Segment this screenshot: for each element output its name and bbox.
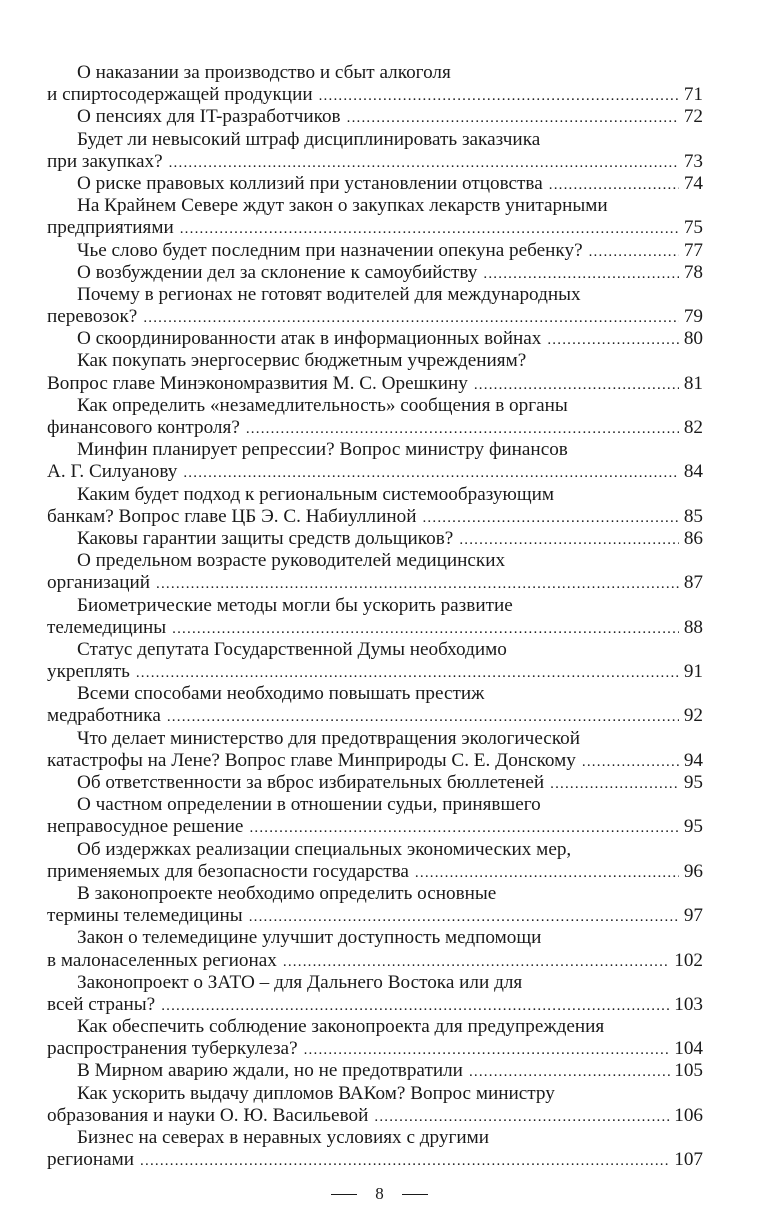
toc-entry-line xyxy=(47,284,703,306)
toc-page-number: 88 xyxy=(683,616,703,638)
toc-entry-title: организаций xyxy=(47,572,151,594)
toc-entry-line xyxy=(47,350,703,372)
toc-page-number: 75 xyxy=(683,217,703,239)
dot-leader xyxy=(143,307,679,329)
page-footer xyxy=(0,1184,759,1204)
toc-entry-title: укреплять xyxy=(47,661,130,683)
dot-leader xyxy=(459,529,679,551)
toc-page-number: 79 xyxy=(683,306,703,328)
toc-entry-title: всей страны? xyxy=(47,993,156,1015)
toc-entry-line xyxy=(47,750,703,772)
toc-entry xyxy=(47,439,703,483)
toc-entry-title: О риске правовых коллизий при установлении отцовства xyxy=(77,172,543,194)
toc-entry-title: Почему в регионах не готовят водителей для международных xyxy=(77,283,581,305)
toc-entry-title: Что делает министерство для предотвращения экологической xyxy=(77,727,581,749)
toc-entry xyxy=(47,106,703,128)
dot-leader xyxy=(161,995,670,1017)
dot-leader xyxy=(246,418,679,440)
toc-entry-line xyxy=(47,683,703,705)
toc-entry-title: Минфин планирует репрессии? Вопрос министру финансов xyxy=(77,439,568,461)
toc-entry-title: Вопрос главе Минэкономразвития М. С. Орешкину xyxy=(47,372,468,394)
toc-entry xyxy=(47,639,703,683)
toc-entry-line xyxy=(47,994,703,1016)
toc-entry-line xyxy=(47,1127,703,1149)
toc-entry-title: и спиртосодержащей продукции xyxy=(47,84,313,106)
toc-page-number: 105 xyxy=(674,1060,703,1082)
toc-entry-title: Как покупать энергосервис бюджетным учреждениям? xyxy=(77,350,527,372)
toc-entry-line xyxy=(47,439,703,461)
toc-entry-title: О возбуждении дел за склонение к самоубийству xyxy=(77,261,478,283)
toc-entry-title: Как определить «незамедлительность» сообщения в органы xyxy=(77,394,568,416)
toc-page-number: 97 xyxy=(683,905,703,927)
toc-entry-title: применяемых для безопасности государства xyxy=(47,860,409,882)
toc-page-number: 104 xyxy=(674,1038,703,1060)
toc-entry-title: Законопроект о ЗАТО – для Дальнего Востока или для xyxy=(77,971,523,993)
toc-entry-line xyxy=(47,1149,703,1171)
toc-page-number: 91 xyxy=(683,661,703,683)
toc-entry xyxy=(47,1060,703,1082)
toc-entry-title: Закон о телемедицине улучшит доступность медпомощи xyxy=(77,927,542,949)
toc-entry-title: регионами xyxy=(47,1149,135,1171)
dot-leader xyxy=(547,329,679,351)
toc-entry xyxy=(47,972,703,1016)
toc-entry-line xyxy=(47,617,703,639)
toc-entry xyxy=(47,284,703,328)
toc-entry-line xyxy=(47,528,703,550)
toc-entry-line xyxy=(47,950,703,972)
toc-entry-line xyxy=(47,883,703,905)
toc-entry-title: предприятиями xyxy=(47,217,174,239)
dot-leader xyxy=(249,817,679,839)
toc-page-number: 95 xyxy=(683,816,703,838)
toc-entry-title: О частном определении в отношении судьи, принявшего xyxy=(77,794,541,816)
toc-entry-title: На Крайнем Севере ждут закон о закупках лекарств унитарными xyxy=(77,195,608,217)
toc-entry-title: О пенсиях для IT-разработчиков xyxy=(77,106,341,128)
toc-entry xyxy=(47,195,703,239)
toc-entry-title: Как обеспечить соблюдение законопроекта для предупреждения xyxy=(77,1016,605,1038)
toc-entry-title: неправосудное решение xyxy=(47,816,244,838)
toc-entry-line xyxy=(47,861,703,883)
toc-page-number: 95 xyxy=(683,772,703,793)
dot-leader xyxy=(422,507,679,529)
toc-entry-title: Будет ли невысокий штраф дисциплинировать заказчика xyxy=(77,128,541,150)
dot-leader xyxy=(474,374,679,396)
dot-leader xyxy=(156,573,679,595)
toc-entry-line xyxy=(47,572,703,594)
toc-entry-line xyxy=(47,839,703,861)
toc-page-number: 96 xyxy=(683,860,703,882)
toc-page-number: 81 xyxy=(683,372,703,394)
toc-page-number: 107 xyxy=(674,1149,703,1171)
toc-entry-title: Биометрические методы могли бы ускорить развитие xyxy=(77,594,513,616)
toc-entry-title: В законопроекте необходимо определить основные xyxy=(77,882,497,904)
toc-entry-title: медработника xyxy=(47,705,161,727)
toc-entry xyxy=(47,350,703,394)
toc-entry-line xyxy=(47,173,703,195)
toc-entry-title: образования и науки О. Ю. Васильевой xyxy=(47,1104,369,1126)
dot-leader xyxy=(549,174,679,196)
toc-page-number: 82 xyxy=(683,417,703,438)
footer-dash-right xyxy=(402,1194,428,1195)
toc-entry-line xyxy=(47,240,703,262)
toc-entry-line xyxy=(47,84,703,106)
toc-entry-line xyxy=(47,794,703,816)
toc-entry xyxy=(47,395,703,439)
toc-entry-line xyxy=(47,506,703,528)
toc-entry-line xyxy=(47,639,703,661)
toc-entry-title: в малонаселенных регионах xyxy=(47,949,277,971)
dot-leader xyxy=(550,773,679,795)
toc-entry-line xyxy=(47,373,703,395)
dot-leader xyxy=(169,152,679,174)
toc-entry xyxy=(47,1016,703,1060)
toc-entry-line xyxy=(47,217,703,239)
toc-entry-title: перевозок? xyxy=(47,306,138,328)
dot-leader xyxy=(304,1039,671,1061)
toc-entry-line xyxy=(47,816,703,838)
dot-leader xyxy=(167,706,679,728)
toc-page-number: 71 xyxy=(683,84,703,106)
toc-entry xyxy=(47,1083,703,1127)
toc-entry xyxy=(47,484,703,528)
toc-entry xyxy=(47,728,703,772)
dot-leader xyxy=(469,1061,670,1083)
toc-entry xyxy=(47,262,703,284)
toc-entry-line xyxy=(47,461,703,483)
toc-page-number: 106 xyxy=(674,1104,703,1126)
toc-entry-line xyxy=(47,1016,703,1038)
toc-entry-line xyxy=(47,595,703,617)
toc-entry-line xyxy=(47,772,703,794)
toc-entry-title: катастрофы на Лене? Вопрос главе Минприроды С. Е. Донскому xyxy=(47,749,576,771)
toc-entry-line xyxy=(47,550,703,572)
toc-entry-line xyxy=(47,395,703,417)
toc-page-number: 87 xyxy=(683,572,703,594)
toc-entry-title: В Мирном аварию ждали, но не предотвратили xyxy=(77,1060,463,1082)
toc-entry-title: О скоординированности атак в информационных войнах xyxy=(77,328,542,350)
toc-entry xyxy=(47,883,703,927)
toc-page-number: 74 xyxy=(683,172,703,194)
toc-entry xyxy=(47,772,703,794)
toc-entry xyxy=(47,794,703,838)
dot-leader xyxy=(347,107,679,129)
toc-entry xyxy=(47,595,703,639)
toc-entry-line xyxy=(47,306,703,328)
toc-entry-line xyxy=(47,1083,703,1105)
dot-leader xyxy=(415,862,679,884)
toc-page-number: 73 xyxy=(683,150,703,172)
toc-entry-line xyxy=(47,1105,703,1127)
toc-entry-line xyxy=(47,905,703,927)
footer-dash-left xyxy=(331,1194,357,1195)
toc-page-number: 103 xyxy=(674,993,703,1015)
toc-entry-title: Статус депутата Государственной Думы необходимо xyxy=(77,638,507,660)
dot-leader xyxy=(319,85,679,107)
toc-entry-line xyxy=(47,328,703,350)
dot-leader xyxy=(483,263,679,285)
toc-entry xyxy=(47,528,703,550)
toc-entry-title: Всеми способами необходимо повышать престиж xyxy=(77,683,485,705)
toc-entry-line xyxy=(47,1038,703,1060)
toc-entry xyxy=(47,683,703,727)
dot-leader xyxy=(374,1106,670,1128)
toc-entry-title: А. Г. Силуанову xyxy=(47,461,178,483)
toc-entry-title: О наказании за производство и сбыт алкоголя xyxy=(77,62,451,83)
toc-entry-title: при закупках? xyxy=(47,150,163,172)
toc-entry-line xyxy=(47,728,703,750)
toc-entry-title: Бизнес на северах в неравных условиях с другими xyxy=(77,1127,489,1148)
toc-entry xyxy=(47,62,703,106)
toc-page-number: 80 xyxy=(683,328,703,350)
toc-entry xyxy=(47,1127,703,1171)
dot-leader xyxy=(183,462,679,484)
toc-entry-title: телемедицины xyxy=(47,616,167,638)
toc-entry-title: распространения туберкулеза? xyxy=(47,1038,298,1060)
toc-entry xyxy=(47,129,703,173)
toc-entry xyxy=(47,240,703,262)
toc-entry-title: Об издержках реализации специальных экономических мер, xyxy=(77,838,572,860)
toc-page-number: 86 xyxy=(683,527,703,549)
toc-entry-title: Об ответственности за вброс избирательных бюллетеней xyxy=(77,772,545,793)
toc-page-number: 84 xyxy=(683,461,703,483)
toc-entry xyxy=(47,839,703,883)
toc-entry-title: Каковы гарантии защиты средств дольщиков? xyxy=(77,527,454,549)
toc-entry-line xyxy=(47,151,703,173)
toc-entry-title: Как ускорить выдачу дипломов ВАКом? Вопрос министру xyxy=(77,1082,555,1104)
toc-entry-line xyxy=(47,417,703,439)
toc-entry-line xyxy=(47,195,703,217)
dot-leader xyxy=(283,951,670,973)
toc-page-number: 72 xyxy=(683,106,703,128)
dot-leader xyxy=(582,751,679,773)
toc-entry xyxy=(47,173,703,195)
toc-entry-line xyxy=(47,106,703,128)
toc-entry xyxy=(47,927,703,971)
toc-page-number: 78 xyxy=(683,261,703,283)
dot-leader xyxy=(589,241,679,263)
toc-page-number: 102 xyxy=(674,949,703,971)
dot-leader xyxy=(136,662,679,684)
toc-entry-title: Каким будет подход к региональным системообразующим xyxy=(77,483,555,505)
toc-entry-line xyxy=(47,705,703,727)
toc-entry xyxy=(47,328,703,350)
toc-entry-title: Чье слово будет последним при назначении опекуна ребенку? xyxy=(77,239,583,261)
toc-entry-line xyxy=(47,1060,703,1082)
toc-entry-line xyxy=(47,927,703,949)
table-of-contents xyxy=(47,62,703,1171)
toc-entry-title: термины телемедицины xyxy=(47,905,243,927)
toc-page-number: 92 xyxy=(683,705,703,727)
toc-entry-title: О предельном возрасте руководителей медицинских xyxy=(77,550,506,572)
dot-leader xyxy=(249,906,679,928)
page-number: 8 xyxy=(375,1184,384,1203)
toc-entry-line xyxy=(47,129,703,151)
toc-entry-title: банкам? Вопрос главе ЦБ Э. С. Набиуллиной xyxy=(47,505,417,527)
toc-entry-title: финансового контроля? xyxy=(47,417,240,438)
toc-entry-line xyxy=(47,262,703,284)
dot-leader xyxy=(180,218,679,240)
dot-leader xyxy=(140,1150,670,1172)
dot-leader xyxy=(172,618,679,640)
toc-page-number: 94 xyxy=(683,749,703,771)
toc-entry-line xyxy=(47,484,703,506)
toc-page-number: 77 xyxy=(683,239,703,261)
toc-entry xyxy=(47,550,703,594)
toc-page-number: 85 xyxy=(683,505,703,527)
toc-entry-line xyxy=(47,62,703,84)
toc-entry-line xyxy=(47,661,703,683)
toc-entry-line xyxy=(47,972,703,994)
